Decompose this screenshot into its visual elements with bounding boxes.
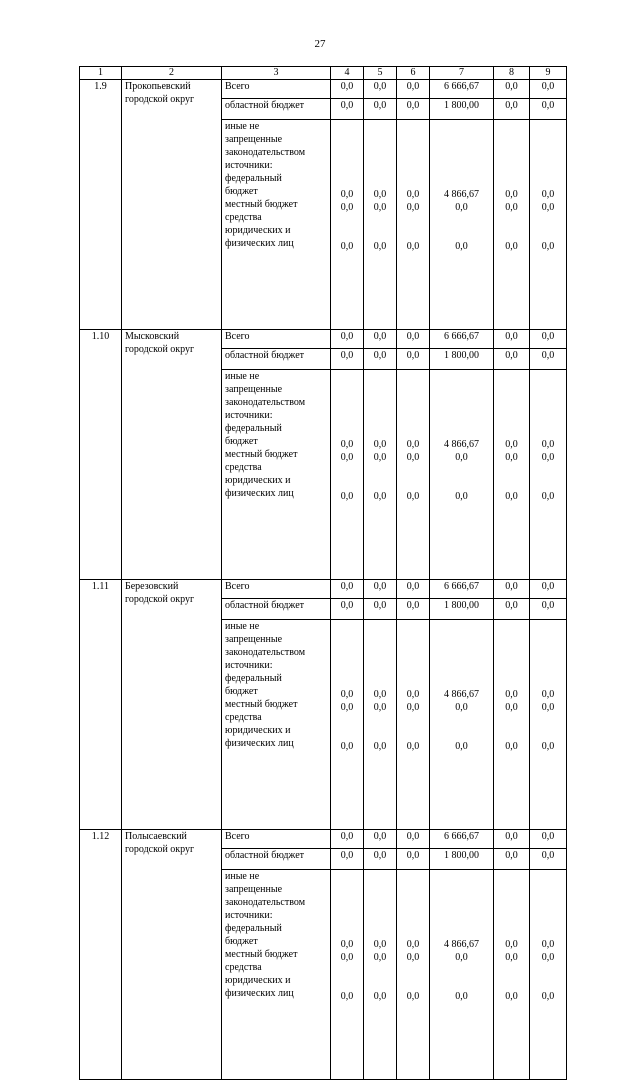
value-cell: 0,0: [530, 349, 567, 370]
sources-label: [222, 120, 331, 330]
value-cell: 0,0: [397, 330, 430, 349]
value-cell: 0,0: [331, 830, 364, 849]
sources-label-line: источники:: [225, 660, 273, 671]
value-cell: 0,0: [530, 580, 567, 599]
value-cell: 0,0: [494, 80, 530, 99]
federal-value: 0,0: [505, 439, 518, 450]
value-cell: 0,0: [364, 330, 397, 349]
table-row: [80, 330, 567, 349]
value-cell: 0,0: [397, 599, 430, 620]
value-cell: [331, 870, 364, 1080]
sources-label-line: запрещенные: [225, 884, 283, 895]
value-cell: 6 666,67: [430, 330, 494, 349]
local-value: 0,0: [541, 702, 555, 713]
value-cell: 0,0: [530, 330, 567, 349]
federal-value: 4 866,67: [444, 939, 479, 950]
value-cell: 0,0: [397, 80, 430, 99]
legal-entities-value: 0,0: [340, 491, 354, 502]
sources-label-line: юридических и: [225, 475, 291, 486]
value-cell: 0,0: [397, 580, 430, 599]
value-cell: 0,0: [494, 849, 530, 870]
value-cell: 6 666,67: [430, 80, 494, 99]
column-header: 9: [530, 67, 567, 80]
sources-label-line: местный бюджет: [225, 449, 298, 460]
sources-label-line: федеральный: [225, 423, 282, 434]
local-value: 0,0: [455, 452, 468, 463]
local-value: 0,0: [373, 202, 387, 213]
value-cell: 0,0: [331, 580, 364, 599]
legal-entities-value: 0,0: [455, 241, 468, 252]
legal-entities-value: 0,0: [373, 241, 387, 252]
sources-label-line: иные не: [225, 371, 260, 382]
budget-table: [79, 66, 567, 1080]
federal-value: 0,0: [541, 189, 555, 200]
local-value: 0,0: [340, 702, 354, 713]
value-cell: [364, 620, 397, 830]
value-cell: 6 666,67: [430, 830, 494, 849]
sources-label-line: местный бюджет: [225, 699, 298, 710]
federal-value: 0,0: [340, 689, 354, 700]
legal-entities-value: 0,0: [406, 991, 420, 1002]
sources-label-line: юридических и: [225, 725, 291, 736]
sources-label-line: федеральный: [225, 673, 282, 684]
value-cell: 0,0: [364, 99, 397, 120]
legal-entities-value: 0,0: [505, 241, 518, 252]
municipality-name: Мысковский городской округ: [122, 330, 222, 580]
sources-label-line: местный бюджет: [225, 199, 298, 210]
federal-value: 0,0: [406, 439, 420, 450]
federal-value: 0,0: [406, 189, 420, 200]
legal-entities-value: 0,0: [541, 741, 555, 752]
sources-label-line: средства: [225, 712, 262, 723]
legal-entities-value: 0,0: [455, 741, 468, 752]
sources-label-line: законодательством: [225, 897, 306, 908]
value-cell: 6 666,67: [430, 580, 494, 599]
source-label: Всего: [222, 330, 331, 349]
local-value: 0,0: [373, 952, 387, 963]
legal-entities-value: 0,0: [373, 991, 387, 1002]
federal-value: 0,0: [541, 439, 555, 450]
local-value: 0,0: [373, 702, 387, 713]
local-value: 0,0: [505, 202, 518, 213]
value-cell: 0,0: [494, 99, 530, 120]
value-cell: 0,0: [530, 830, 567, 849]
source-label: Всего: [222, 830, 331, 849]
table-row: [80, 80, 567, 99]
sources-label-line: федеральный: [225, 923, 282, 934]
municipality-name: Полысаевский городской округ: [122, 830, 222, 1080]
sources-label-line: местный бюджет: [225, 949, 298, 960]
local-value: 0,0: [541, 202, 555, 213]
value-cell: [397, 620, 430, 830]
sources-label: [222, 370, 331, 580]
sources-label-line: бюджет: [225, 936, 258, 947]
sources-label-line: средства: [225, 962, 262, 973]
legal-entities-value: 0,0: [373, 491, 387, 502]
source-label: областной бюджет: [222, 599, 331, 620]
value-cell: [494, 120, 530, 330]
sources-label-line: иные не: [225, 871, 260, 882]
sources-label-line: бюджет: [225, 186, 258, 197]
source-label: областной бюджет: [222, 849, 331, 870]
value-cell: [331, 620, 364, 830]
value-cell: 0,0: [364, 80, 397, 99]
federal-value: 0,0: [406, 939, 420, 950]
sources-label-line: источники:: [225, 410, 273, 421]
municipality-name: Прокопьевский городской округ: [122, 80, 222, 330]
sources-label-line: запрещенные: [225, 384, 283, 395]
page-number: 27: [314, 38, 326, 50]
value-cell: 0,0: [331, 80, 364, 99]
value-cell: 0,0: [397, 99, 430, 120]
sources-label-line: законодательством: [225, 647, 306, 658]
value-cell: 0,0: [331, 849, 364, 870]
source-label: областной бюджет: [222, 99, 331, 120]
local-value: 0,0: [373, 452, 387, 463]
federal-value: 0,0: [340, 189, 354, 200]
legal-entities-value: 0,0: [541, 241, 555, 252]
legal-entities-value: 0,0: [455, 991, 468, 1002]
legal-entities-value: 0,0: [455, 491, 468, 502]
column-header: 3: [222, 67, 331, 80]
sources-label-line: бюджет: [225, 686, 258, 697]
column-header: 1: [80, 67, 122, 80]
column-number-row: [80, 67, 567, 80]
value-cell: [430, 370, 494, 580]
local-value: 0,0: [406, 452, 420, 463]
federal-value: 0,0: [541, 939, 555, 950]
value-cell: [430, 870, 494, 1080]
value-cell: [530, 120, 567, 330]
legal-entities-value: 0,0: [505, 991, 518, 1002]
local-value: 0,0: [505, 702, 518, 713]
value-cell: [364, 370, 397, 580]
value-cell: 0,0: [397, 849, 430, 870]
table-row: [80, 830, 567, 849]
value-cell: 0,0: [331, 330, 364, 349]
source-label: областной бюджет: [222, 349, 331, 370]
local-value: 0,0: [406, 952, 420, 963]
sources-label: [222, 870, 331, 1080]
value-cell: [331, 120, 364, 330]
sources-label-line: иные не: [225, 121, 260, 132]
value-cell: 0,0: [364, 599, 397, 620]
value-cell: [397, 870, 430, 1080]
item-number: 1.12: [80, 830, 122, 1080]
sources-label-line: юридических и: [225, 225, 291, 236]
legal-entities-value: 0,0: [406, 741, 420, 752]
legal-entities-value: 0,0: [406, 491, 420, 502]
item-number: 1.9: [80, 80, 122, 330]
sources-label-line: источники:: [225, 910, 273, 921]
local-value: 0,0: [406, 702, 420, 713]
federal-value: 0,0: [373, 689, 387, 700]
legal-entities-value: 0,0: [541, 991, 555, 1002]
legal-entities-value: 0,0: [340, 991, 354, 1002]
value-cell: 0,0: [364, 580, 397, 599]
local-value: 0,0: [455, 952, 468, 963]
value-cell: [430, 620, 494, 830]
legal-entities-value: 0,0: [541, 491, 555, 502]
column-header: 7: [430, 67, 494, 80]
sources-label-line: запрещенные: [225, 134, 283, 145]
item-number: 1.10: [80, 330, 122, 580]
sources-label-line: законодательством: [225, 147, 306, 158]
value-cell: [494, 370, 530, 580]
value-cell: 0,0: [530, 849, 567, 870]
local-value: 0,0: [505, 452, 518, 463]
value-cell: 1 800,00: [430, 599, 494, 620]
value-cell: 1 800,00: [430, 349, 494, 370]
value-cell: 0,0: [364, 830, 397, 849]
value-cell: [530, 620, 567, 830]
value-cell: 1 800,00: [430, 849, 494, 870]
table-row: [80, 580, 567, 599]
sources-label-line: запрещенные: [225, 634, 283, 645]
value-cell: 1 800,00: [430, 99, 494, 120]
legal-entities-value: 0,0: [373, 741, 387, 752]
value-cell: 0,0: [331, 349, 364, 370]
sources-label-line: источники:: [225, 160, 273, 171]
local-value: 0,0: [406, 202, 420, 213]
value-cell: [364, 120, 397, 330]
value-cell: 0,0: [364, 349, 397, 370]
federal-value: 0,0: [340, 939, 354, 950]
sources-label-line: средства: [225, 462, 262, 473]
sources-label-line: федеральный: [225, 173, 282, 184]
sources-label-line: юридических и: [225, 975, 291, 986]
column-header: 8: [494, 67, 530, 80]
column-header: 2: [122, 67, 222, 80]
value-cell: 0,0: [530, 599, 567, 620]
column-header: 5: [364, 67, 397, 80]
value-cell: 0,0: [331, 99, 364, 120]
value-cell: [530, 370, 567, 580]
legal-entities-value: 0,0: [505, 491, 518, 502]
sources-label-line: физических лиц: [225, 738, 294, 749]
sources-label-line: физических лиц: [225, 238, 294, 249]
value-cell: 0,0: [494, 599, 530, 620]
federal-value: 4 866,67: [444, 439, 479, 450]
legal-entities-value: 0,0: [340, 741, 354, 752]
federal-value: 0,0: [373, 439, 387, 450]
local-value: 0,0: [541, 452, 555, 463]
item-number: 1.11: [80, 580, 122, 830]
value-cell: [331, 370, 364, 580]
value-cell: [494, 620, 530, 830]
column-header: 6: [397, 67, 430, 80]
value-cell: [430, 120, 494, 330]
local-value: 0,0: [455, 702, 468, 713]
value-cell: 0,0: [397, 349, 430, 370]
federal-value: 4 866,67: [444, 189, 479, 200]
local-value: 0,0: [340, 452, 354, 463]
value-cell: [397, 370, 430, 580]
federal-value: 0,0: [505, 939, 518, 950]
local-value: 0,0: [455, 202, 468, 213]
value-cell: 0,0: [530, 99, 567, 120]
federal-value: 0,0: [541, 689, 555, 700]
federal-value: 0,0: [505, 689, 518, 700]
value-cell: 0,0: [494, 330, 530, 349]
legal-entities-value: 0,0: [406, 241, 420, 252]
value-cell: [397, 120, 430, 330]
source-label: Всего: [222, 80, 331, 99]
federal-value: 0,0: [505, 189, 518, 200]
municipality-name: Березовский городской округ: [122, 580, 222, 830]
local-value: 0,0: [340, 952, 354, 963]
federal-value: 4 866,67: [444, 689, 479, 700]
value-cell: 0,0: [364, 849, 397, 870]
sources-label-line: иные не: [225, 621, 260, 632]
value-cell: 0,0: [331, 599, 364, 620]
sources-label-line: бюджет: [225, 436, 258, 447]
legal-entities-value: 0,0: [505, 741, 518, 752]
value-cell: 0,0: [397, 830, 430, 849]
sources-label-line: физических лиц: [225, 488, 294, 499]
local-value: 0,0: [340, 202, 354, 213]
value-cell: 0,0: [530, 80, 567, 99]
value-cell: 0,0: [494, 830, 530, 849]
value-cell: [530, 870, 567, 1080]
value-cell: 0,0: [494, 580, 530, 599]
local-value: 0,0: [505, 952, 518, 963]
sources-label-line: средства: [225, 212, 262, 223]
sources-label-line: законодательством: [225, 397, 306, 408]
column-header: 4: [331, 67, 364, 80]
legal-entities-value: 0,0: [340, 241, 354, 252]
value-cell: [494, 870, 530, 1080]
federal-value: 0,0: [406, 689, 420, 700]
source-label: Всего: [222, 580, 331, 599]
federal-value: 0,0: [373, 189, 387, 200]
sources-label-line: физических лиц: [225, 988, 294, 999]
federal-value: 0,0: [340, 439, 354, 450]
local-value: 0,0: [541, 952, 555, 963]
value-cell: 0,0: [494, 349, 530, 370]
federal-value: 0,0: [373, 939, 387, 950]
value-cell: [364, 870, 397, 1080]
sources-label: [222, 620, 331, 830]
